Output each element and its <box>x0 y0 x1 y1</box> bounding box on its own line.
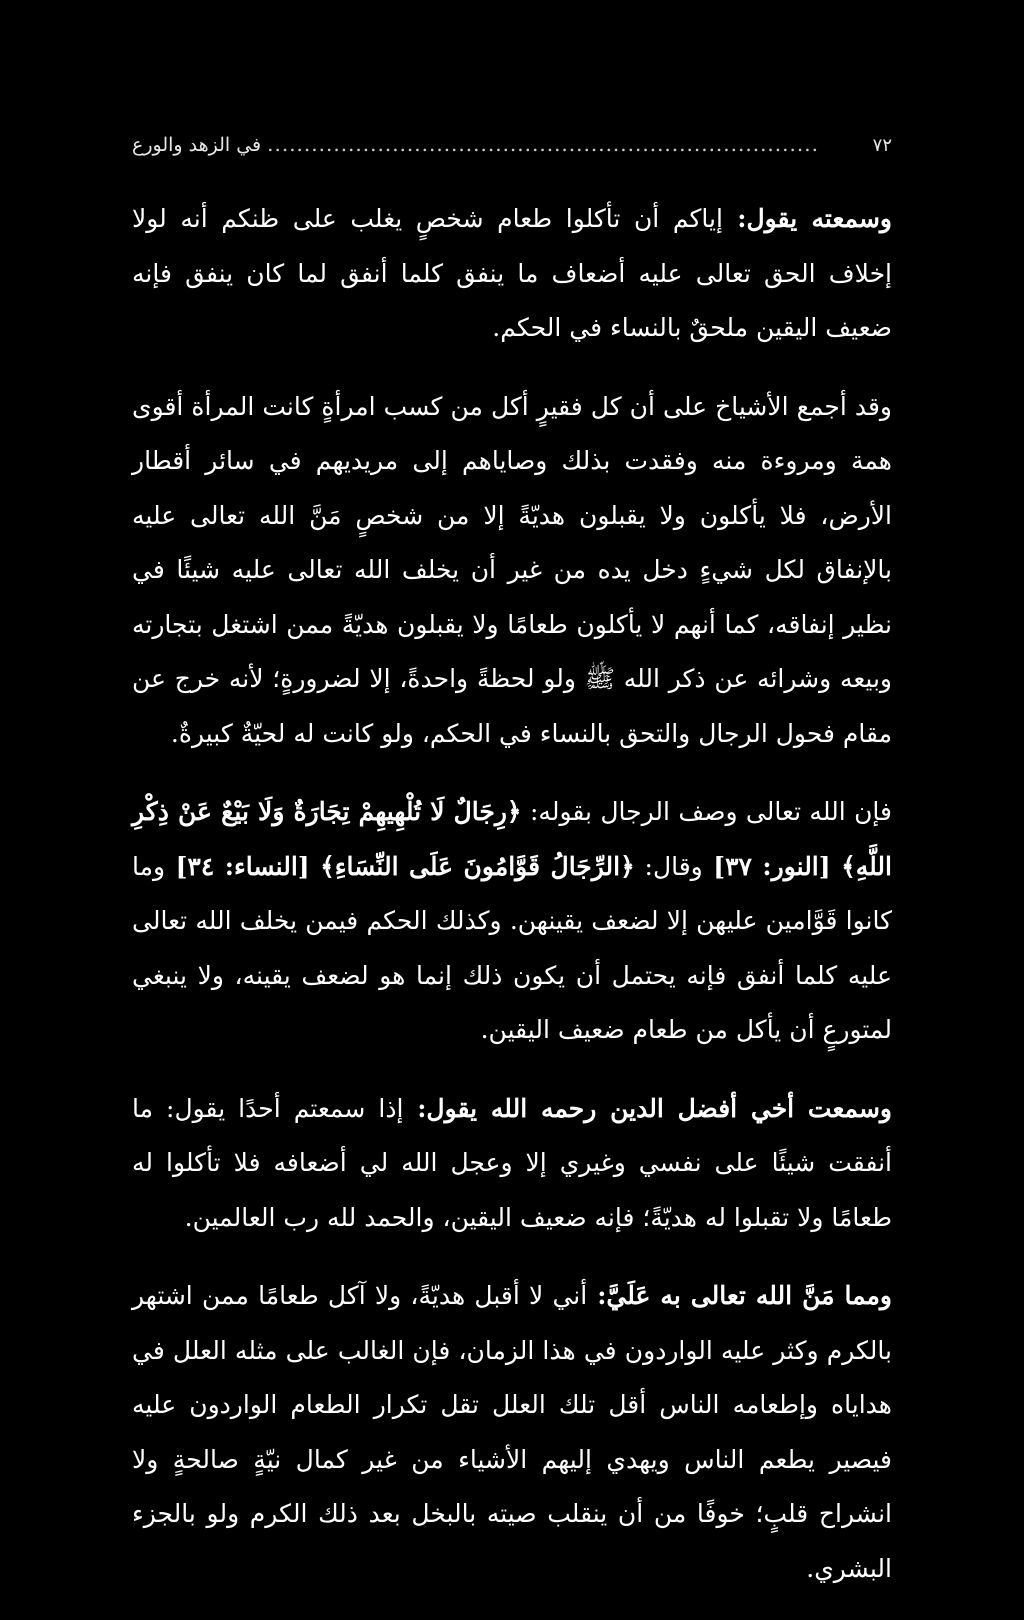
quran-verse-1: ﴿رِجَالٌ لَا تُلْهِيهِمْ تِجَارَةٌ وَلَا بَيْعٌ عَنْ ذِكْرِ اللَّهِ﴾ <box>132 797 892 881</box>
running-header <box>132 132 892 172</box>
paragraph-3-text-between: وقال: <box>634 851 703 881</box>
paragraph-1-lead: وسمعته يقول: <box>722 204 892 233</box>
paragraph-4-lead: وسمعت أخي أفضل الدين رحمه الله يقول: <box>403 1093 892 1123</box>
paragraph-5 <box>132 1269 892 1596</box>
paragraph-5-text: أني لا أقبل هديّةً، ولا آكل طعامًا ممن اشتهر بالكرم وكثر عليه الواردون في هذا الزمان، فإن الغالب على مثله العلل في هداياه وإطعامه الناس أقل تلك العلل تقل تكرار الطعام الواردون عليه فيصير يطعم الناس ويهدي إليهم الأشياء من غير كمال نيّةٍ صالحةٍ ولا انشراح قلبٍ؛ خوفًا من أن ينقلب صيته بالبخل بعد ذلك الكرم ولو بالجزء البشري. <box>132 1281 892 1583</box>
paragraph-1-text: إياكم أن تأكلوا طعام شخصٍ يغلب على ظنكم أنه لولا إخلاف الحق تعالى عليه أضعاف ما ينفق كلما أنفق لما كان ينفق فإنه ضعيف اليقين ملحقٌ بالنساء في الحكم. <box>132 204 892 342</box>
verse-1-reference: [النور: ٣٧] <box>702 851 842 881</box>
paragraph-5-lead: ومما مَنَّ الله تعالى به عَلَيَّ: <box>587 1281 892 1310</box>
paragraph-4-text: إذا سمعتم أحدًا يقول: ما أنفقت شيئًا على نفسي وغيري إلا وعجل الله لي أضعافه فلا تأكلوا له طعامًا ولا تقبلوا له هديّةً؛ فإنه ضعيف اليقين، والحمد لله رب العالمين. <box>132 1093 892 1232</box>
body-text <box>132 192 892 1596</box>
paragraph-3-text-start: فإن الله تعالى وصف الرجال بقوله: <box>521 797 892 826</box>
page-number: ٧٢ <box>872 135 892 156</box>
quran-verse-2: ﴿الرِّجَالُ قَوَّامُونَ عَلَى النِّسَاءِ﴾ <box>320 851 635 881</box>
paragraph-3-text-end: وما كانوا قَوَّامين عليهن إلا لضعف يقينهن. وكذلك الحكم فيمن يخلف الله تعالى عليه كلما أنفق فإنه يحتمل أن يكون ذلك إنما هو لضعف يقينه، ولا ينبغي لمتورعٍ أن يأكل من طعام ضعيف اليقين. <box>132 851 892 1044</box>
document-page <box>132 132 892 1620</box>
paragraph-1 <box>132 192 892 356</box>
paragraph-2-text: وقد أجمع الأشياخ على أن كل فقيرٍ أكل من كسب امرأةٍ كانت المرأة أقوى همة ومروءة منه وفقدت بذلك وصاياهم إلى مريديهم في سائر أقطار الأرض، فلا يأكلون ولا يقبلون هديّةً إلا من شخصٍ مَنَّ الله تعالى عليه بالإنفاق لكل شيءٍ دخل يده من غير أن يخلف الله تعالى عليه شيئًا في نظير إنفاقه، كما أنهم لا يأكلون طعامًا ولا يقبلون هديّةً ممن اشتغل بتجارته وبيعه وشرائه عن ذكر الله ﷺ ولو لحظةً واحدةً، إلا لضرورةٍ؛ لأنه خرج عن مقام فحول الرجال والتحق بالنساء في الحكم، ولو كانت له لحيّةٌ كبيرةٌ. <box>132 391 892 748</box>
chapter-title: في الزهد والورع <box>132 134 262 156</box>
verse-2-reference: [النساء: ٣٤] <box>165 851 321 881</box>
paragraph-4 <box>132 1082 892 1246</box>
paragraph-2 <box>132 380 892 762</box>
header-leader-dots: ........................................................................... <box>267 132 819 156</box>
paragraph-3 <box>132 785 892 1058</box>
